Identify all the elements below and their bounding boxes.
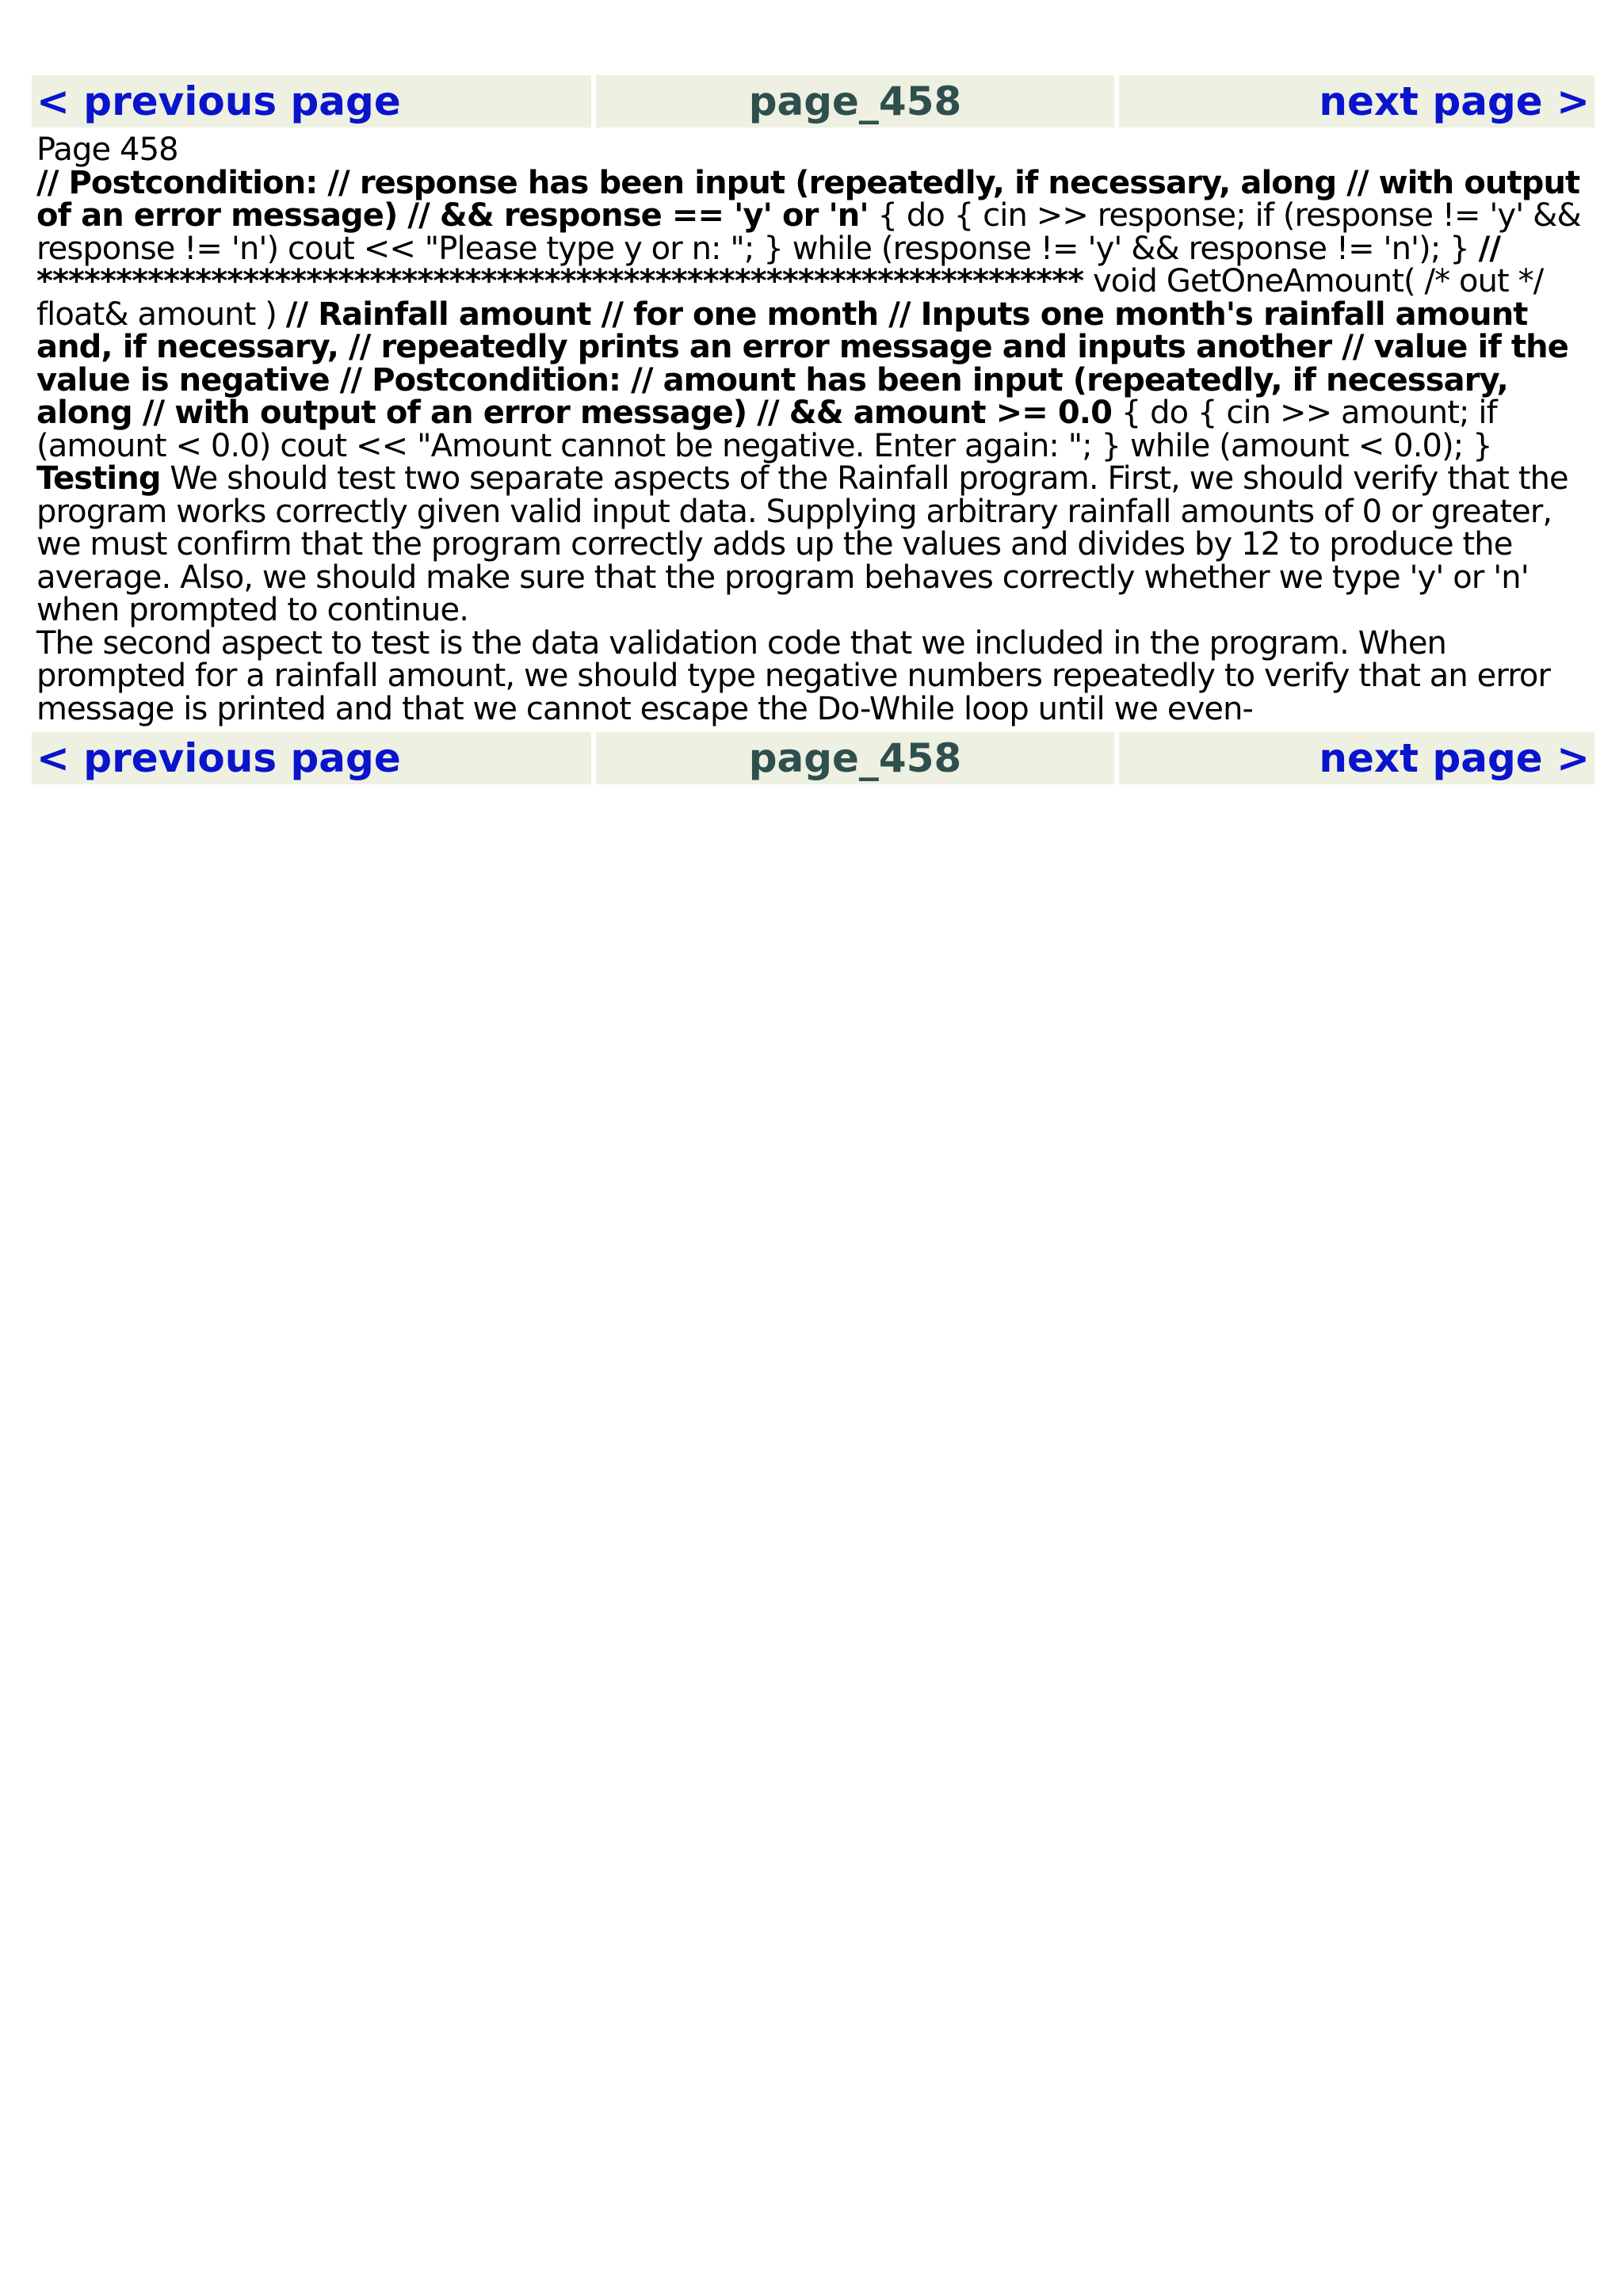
bottom-page-id-cell bbox=[596, 732, 1114, 784]
top-navigation-bar bbox=[32, 75, 1594, 128]
separator-comment-bold: // ****************************************************************** bbox=[36, 230, 1501, 299]
testing-heading: Testing bbox=[36, 460, 161, 497]
testing-text: We should test two separate aspects of the Rainfall program. First, we should verify that the program works correctly given valid input data. Supplying arbitrary rainfall amounts of 0 or greater, we must confirm that the program correctly adds up the values and divides by 12 to produce the average. Also, we should make sure that the program behaves correctly whether we type 'y' or 'n' when prompted to continue. bbox=[36, 460, 1568, 628]
bottom-next-page-link[interactable]: next page > bbox=[1319, 735, 1590, 781]
bottom-nav-previous-cell bbox=[32, 732, 591, 784]
bottom-previous-page-link[interactable]: < previous page bbox=[36, 735, 401, 781]
code-paragraph bbox=[36, 164, 1590, 464]
postcondition-comment-bold: // Postcondition: // response has been input (repeatedly, if necessary, along // with output of an error message) // && response == 'y' or 'n' bbox=[36, 164, 1580, 234]
top-page-id-cell bbox=[596, 75, 1114, 128]
function-comment-bold: // Rainfall amount // for one month // Inputs one month's rainfall amount and, if necessary, // repeatedly prints an error message and inputs another // value if the value is negative // Postcondition: // amount has been input (repeatedly, if necessary, along // with output of an error message) // && amount >= 0.0 bbox=[36, 296, 1568, 431]
top-next-page-link[interactable]: next page > bbox=[1319, 78, 1590, 124]
amount-loop-code: { do { cin >> amount; if (amount < 0.0) cout << "Amount cannot be negative. Enter again: "; } while (amount < 0.0); } bbox=[36, 395, 1497, 464]
document-page bbox=[32, 75, 1594, 784]
page-number-label: Page 458 bbox=[36, 132, 178, 168]
response-loop-code: { do { cin >> response; if (response != 'y' && response != 'n') cout << "Please type y or n: "; } while (response != 'y' && response != 'n'); } bbox=[36, 197, 1581, 267]
top-nav-previous-cell bbox=[32, 75, 591, 128]
validation-paragraph: The second aspect to test is the data validation code that we included in the program. When prompted for a rainfall amount, we should type negative numbers repeatedly to verify that an error message is printed and that we cannot escape the Do-While loop until we even- bbox=[36, 624, 1551, 727]
bottom-navigation-bar bbox=[32, 732, 1594, 784]
top-nav-next-cell bbox=[1119, 75, 1594, 128]
top-page-id-label: page_458 bbox=[748, 78, 962, 124]
bottom-nav-next-cell bbox=[1119, 732, 1594, 784]
testing-paragraph bbox=[36, 460, 1590, 628]
top-previous-page-link[interactable]: < previous page bbox=[36, 78, 401, 124]
bottom-page-id-label: page_458 bbox=[748, 735, 962, 781]
page-content bbox=[32, 128, 1594, 732]
function-signature-code: void GetOneAmount( /* out */ float& amount ) bbox=[36, 263, 1544, 333]
